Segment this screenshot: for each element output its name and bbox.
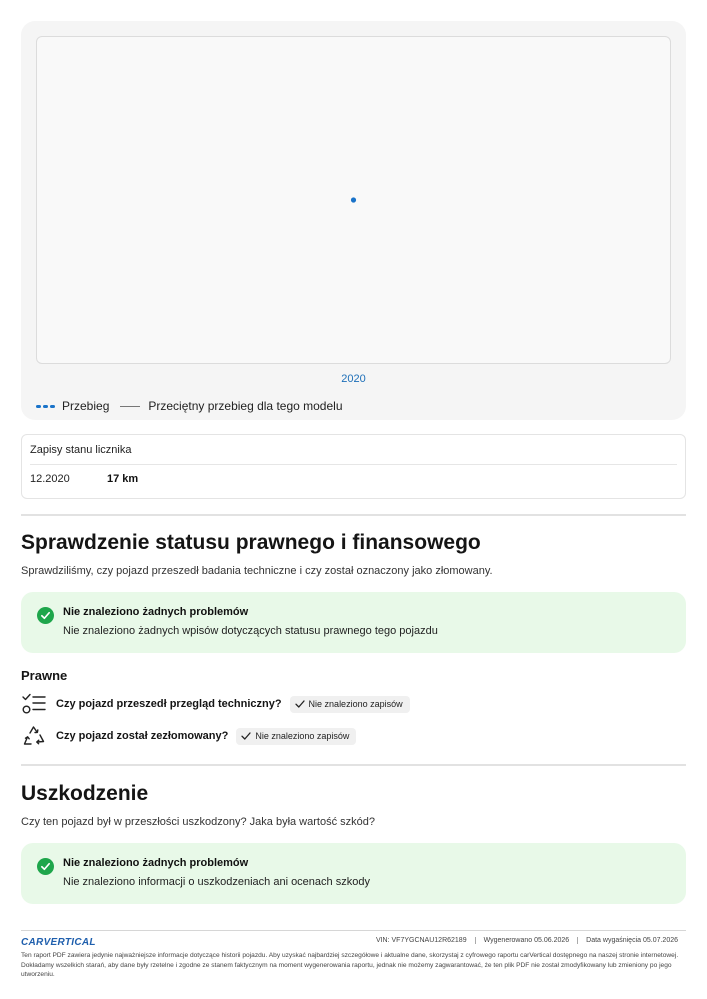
legal-section-intro: Sprawdziliśmy, czy pojazd przeszedł badania techniczne i czy został oznaczony jako złomowany. xyxy=(21,565,493,577)
scrapped-result-badge xyxy=(236,728,356,745)
scrapped-result-label: Nie znaleziono zapisów xyxy=(255,731,350,741)
scrapped-question: Czy pojazd został zezłomowany? xyxy=(56,730,229,742)
inspection-question: Czy pojazd przeszedł przegląd techniczny? xyxy=(56,698,282,710)
mileage-chart-svg xyxy=(37,37,670,363)
legend-mileage-marker xyxy=(36,405,55,408)
damage-status-text: Nie znaleziono informacji o uszkodzeniach ani ocenach szkody xyxy=(63,876,370,888)
section-divider xyxy=(21,514,686,516)
footer-meta xyxy=(368,937,686,944)
legal-status-box xyxy=(21,592,686,653)
checklist-icon xyxy=(21,692,47,716)
chart-legend xyxy=(36,399,343,413)
odometer-record-date: 12.2020 xyxy=(30,473,70,485)
legal-check-row xyxy=(21,692,410,716)
legal-subheading: Prawne xyxy=(21,668,68,683)
mileage-chart-card xyxy=(21,21,686,420)
footer-generated-date: Wygenerowano 05.06.2026 xyxy=(475,937,578,944)
divider xyxy=(30,464,677,465)
damage-section-intro: Czy ten pojazd był w przeszłości uszkodzony? Jaka była wartość szkód? xyxy=(21,816,375,828)
inspection-result-badge xyxy=(290,696,410,713)
footer-divider xyxy=(21,930,686,931)
mileage-chart-plot xyxy=(36,36,671,364)
recycle-icon xyxy=(21,724,47,748)
legal-status-text: Nie znaleziono żadnych wpisów dotyczących statusu prawnego tego pojazdu xyxy=(63,625,438,637)
odometer-records-title: Zapisy stanu licznika xyxy=(30,444,132,456)
legal-check-row xyxy=(21,724,356,748)
section-divider xyxy=(21,764,686,766)
carvertical-logo: CARVERTICAL xyxy=(21,937,96,948)
legal-status-title: Nie znaleziono żadnych problemów xyxy=(63,606,249,618)
damage-status-box xyxy=(21,843,686,904)
check-circle-icon xyxy=(37,858,54,875)
odometer-record-mileage: 17 km xyxy=(107,473,139,485)
footer-expiry-date: Data wygaśnięcia 05.07.2026 xyxy=(577,937,686,944)
legend-mileage-label: Przebieg xyxy=(62,399,110,413)
footer-disclaimer: Ten raport PDF zawiera jedynie najważniejsze informacje dotyczące historii pojazdu. Aby uzyskać najbardziej szczegółowe i aktualne dane, skorzystaj z cyfrowego raportu carVertical dostępnego na naszej stronie internetowej. Dokładamy wszelkich starań, aby dane były rzetelne i zgodne ze stanem faktycznym na moment wygenerowania raportu, jednak nie możemy zagwarantować, że ten plik PDF nie został zmodyfikowany lub zmieniony po jego utworzeniu. xyxy=(21,952,679,978)
legend-average-label: Przeciętny przebieg dla tego modelu xyxy=(148,399,343,413)
legal-section-heading: Sprawdzenie statusu prawnego i finansowego xyxy=(21,531,481,554)
damage-status-title: Nie znaleziono żadnych problemów xyxy=(63,857,249,869)
legend-average-marker xyxy=(120,406,140,407)
inspection-result-label: Nie znaleziono zapisów xyxy=(308,699,403,709)
check-circle-icon xyxy=(37,607,54,624)
damage-section-heading: Uszkodzenie xyxy=(21,782,149,805)
mileage-data-point xyxy=(351,197,356,202)
check-icon xyxy=(295,699,305,709)
check-icon xyxy=(241,731,251,741)
footer-vin: VIN: VF7YGCNAU12R62189 xyxy=(375,937,467,944)
x-tick-label: 2020 xyxy=(341,373,366,385)
odometer-records-table xyxy=(21,434,686,499)
